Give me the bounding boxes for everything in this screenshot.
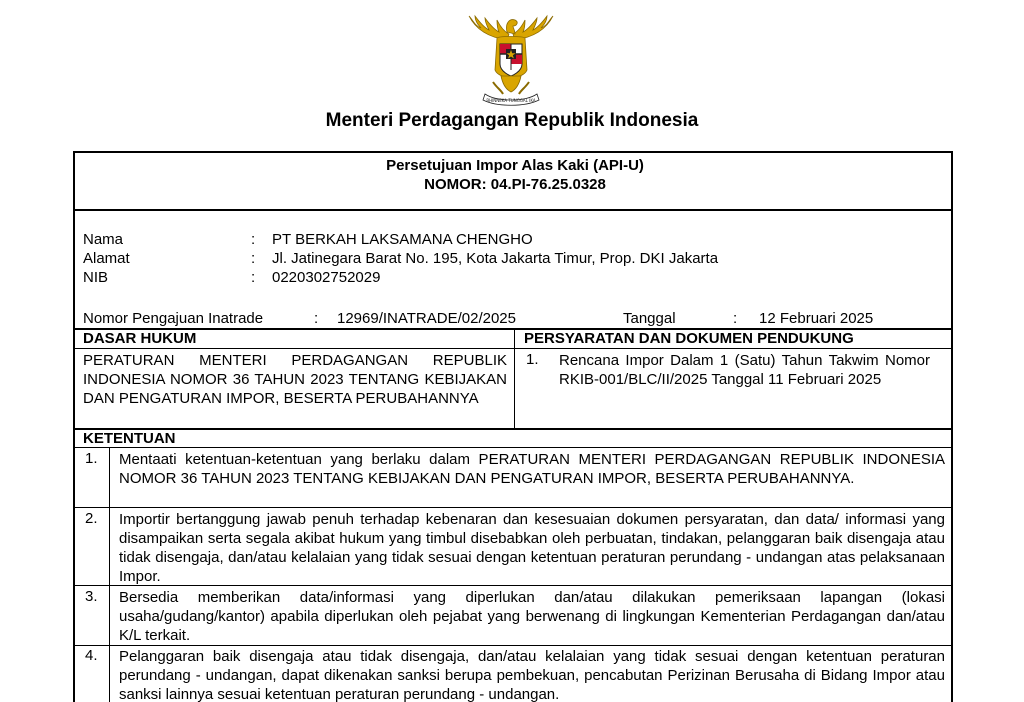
garuda-emblem-icon: [463, 10, 559, 108]
date-value: 12 Februari 2025: [759, 310, 874, 327]
permit-document: [73, 151, 953, 702]
date-label: Tanggal: [623, 310, 676, 327]
permit-title: Persetujuan Impor Alas Kaki (API-U): [386, 157, 644, 174]
ketentuan-number: 3.: [85, 588, 98, 605]
divider: [75, 645, 951, 646]
nama-label: Nama: [83, 231, 124, 248]
colon: :: [314, 310, 319, 327]
ketentuan-heading: KETENTUAN: [83, 430, 176, 447]
ketentuan-item: Mentaati ketentuan-ketentuan yang berlaku dalam PERATURAN MENTERI PERDAGANGAN REPUBLIK INDONESIA NOMOR 36 TAHUN 2023 TENTANG KEBIJAKAN DAN PENGATURAN IMPOR, BESERTA PERUBAHANNYA.: [119, 451, 945, 487]
dasar-hukum-heading: DASAR HUKUM: [83, 330, 197, 347]
submission-value: 12969/INATRADE/02/2025: [337, 310, 516, 327]
persyaratan-number: 1.: [526, 351, 539, 368]
divider: [75, 209, 951, 211]
divider: [75, 507, 951, 508]
divider: [75, 428, 951, 430]
column-divider: [514, 328, 515, 428]
number-column-divider: [109, 447, 110, 702]
alamat-label: Alamat: [83, 250, 130, 267]
submission-label: Nomor Pengajuan Inatrade: [83, 310, 264, 327]
nib-value: 0220302752029: [272, 269, 381, 286]
svg-text:BHINNEKA TUNGGAL IKA: BHINNEKA TUNGGAL IKA: [486, 98, 536, 103]
ketentuan-number: 2.: [85, 510, 98, 527]
persyaratan-item: Rencana Impor Dalam 1 (Satu) Tahun Takwim Nomor RKIB-001/BLC/II/2025 Tanggal 11 Februari 2025: [559, 352, 930, 388]
nib-label: NIB: [83, 269, 109, 286]
ketentuan-item: Importir bertanggung jawab penuh terhadap kebenaran dan kesesuaian dokumen persyaratan, dan data/ informasi yang disampaikan serta segala akibat hukum yang timbul disebabkan oleh perbuatan, tindakan, pelanggaran baik disengaja atau tidak disengaja, dan/atau kelalaian yang tidak sesuai dengan ketentuan peraturan perundang - undangan atas pelaksanaan Impor.: [119, 511, 945, 585]
nama-value: PT BERKAH LAKSAMANA CHENGHO: [272, 231, 533, 248]
ketentuan-number: 4.: [85, 647, 98, 664]
dasar-hukum-text: PERATURAN MENTERI PERDAGANGAN REPUBLIK INDONESIA NOMOR 36 TAHUN 2023 TENTANG KEBIJAKAN DAN PENGATURAN IMPOR, BESERTA PERUBAHANNYA: [83, 352, 507, 407]
alamat-value: Jl. Jatinegara Barat No. 195, Kota Jakarta Timur, Prop. DKI Jakarta: [272, 250, 719, 267]
colon: :: [251, 250, 256, 267]
ministry-title: Menteri Perdagangan Republik Indonesia: [325, 110, 699, 131]
divider: [75, 447, 951, 448]
ketentuan-item: Pelanggaran baik disengaja atau tidak disengaja, dan/atau kelalaian yang tidak sesuai dengan ketentuan peraturan perundang - undangan, dapat dikenakan sanksi berupa pembekuan, pencabutan Perizinan Berusaha di Bidang Impor atau sanksi lainnya sesuai ketentuan peraturan perundang - undangan.: [119, 648, 945, 702]
colon: :: [251, 231, 256, 248]
ketentuan-item: Bersedia memberikan data/informasi yang diperlukan dan/atau dilakukan pemeriksaan lapangan (lokasi usaha/gudang/kantor) apabila diperlukan oleh pejabat yang berwenang di lingkungan Kementerian Perdagangan dan/atau K/L terkait.: [119, 589, 945, 644]
persyaratan-heading: PERSYARATAN DAN DOKUMEN PENDUKUNG: [524, 330, 854, 347]
colon: :: [251, 269, 256, 286]
colon: :: [733, 310, 738, 327]
divider: [75, 348, 951, 349]
permit-number: NOMOR: 04.PI-76.25.0328: [424, 176, 606, 193]
ketentuan-number: 1.: [85, 450, 98, 467]
divider: [75, 585, 951, 586]
